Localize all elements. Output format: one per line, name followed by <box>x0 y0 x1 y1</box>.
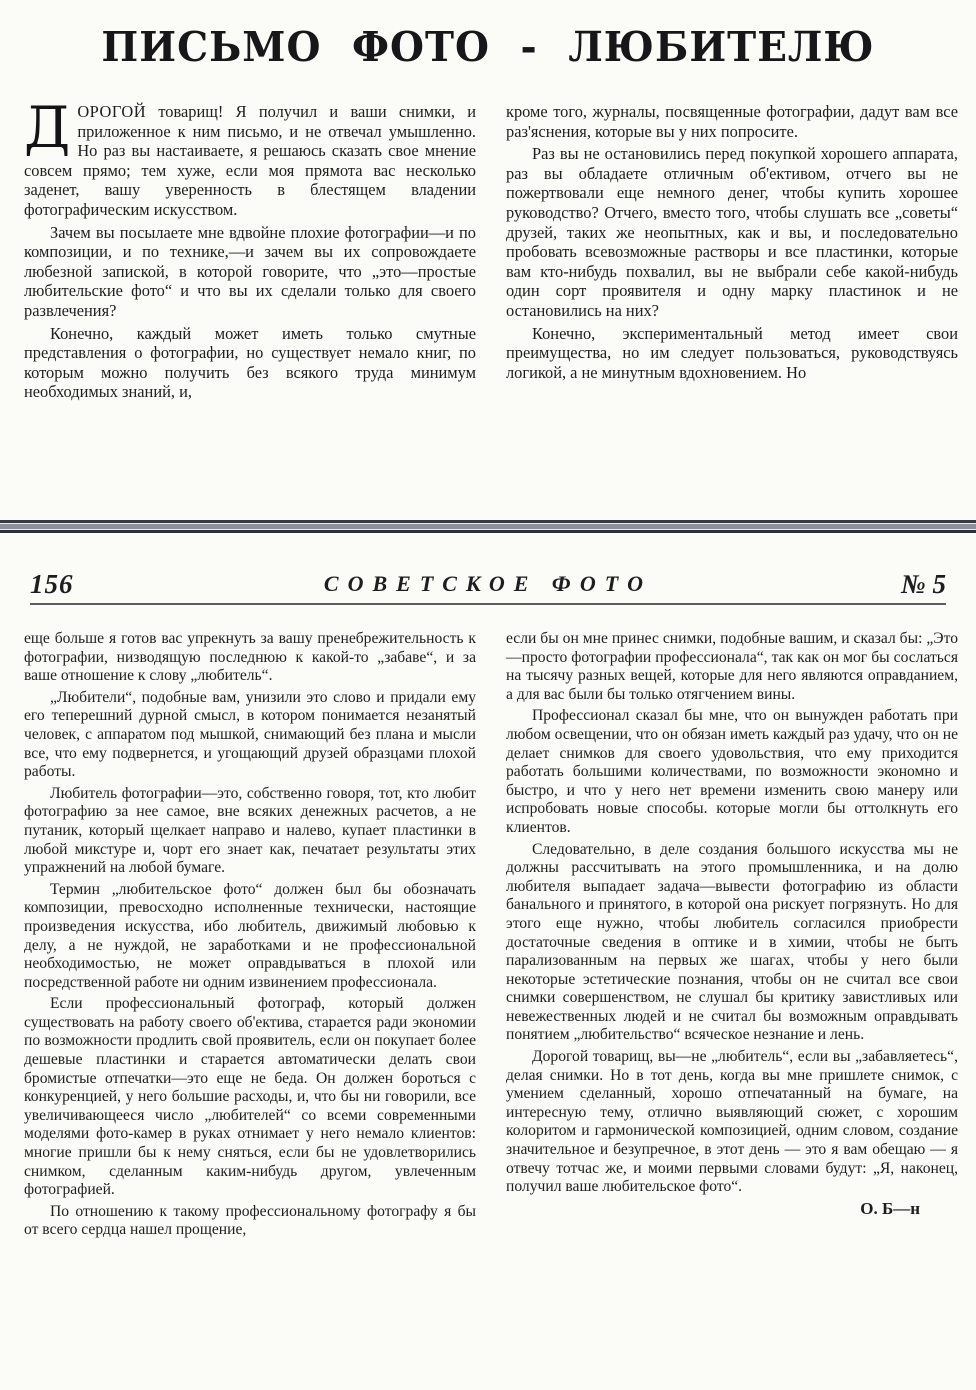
paragraph: если бы он мне принес снимки, подобные вашим, и сказал бы: „Это—просто фотографии профессионала“, так как он мог бы сослаться на тысячу разных вещей, которые для него являются оправданием, а для вас были бы только отягчением вины. <box>506 630 958 703</box>
top-right-column <box>506 102 958 402</box>
running-header <box>30 558 946 605</box>
section-divider <box>0 520 976 533</box>
paragraph: По отношению к такому профессиональному фотографу я бы от всего сердца нашел прощение, <box>24 1202 476 1239</box>
paragraph: „Любители“, подобные вам, унизили это слово и придали ему его теперешний дурной смысл, в котором понимается незанятый человек, с аппаратом под мышкой, снимающий без плана и мысли все, что ему подвернется, и угощающий друзей образцами плохой работы. <box>24 688 476 781</box>
article-title: ПИСЬМО ФОТО - ЛЮБИТЕЛЮ <box>101 22 875 72</box>
top-left-column <box>24 95 476 402</box>
paragraph: Дорогой товарищ, вы—не „любитель“, если вы „забавляетесь“, делая снимки. Но в тот день, когда вы мне пришлете снимок, с умением сделанный, хорошо отпечатанный на бумаге, на интересную тему, отлично выявляющий сюжет, с хорошим колоритом и гармонической композицией, одним словом, создание значительное и безупречное, в этот день — это я вам обещаю — я отвечу тотчас же, и моими первыми словами будут: „Я, наконец, получил ваше любительское фото“. <box>506 1048 958 1196</box>
bottom-right-column <box>506 630 958 1240</box>
bottom-left-column <box>24 630 476 1240</box>
paragraph: Конечно, экспериментальный метод имеет свои преимущества, но им следует пользоваться, руководствуясь логикой, а не минутным вдохновением. Но <box>506 323 958 382</box>
paragraph: Термин „любительское фото“ должен был бы обозначать композиции, превосходно исполненные технически, настоящие произведения искусства, ибо любитель, движимый любовью к делу, а не нуждой, не заработками и не профессиональной необходимостью, не может оправдываться в плохой или посредственной работе ни одним извинением профессионала. <box>24 880 476 991</box>
paragraph: Профессионал сказал бы мне, что он вынужден работать при любом освещении, что он обязан иметь каждый раз удачу, что он не делает снимков для своего удовольствия, что ему приходится работать большими количествами, по возможности экономно и быстро, и что у него нет времени изменить свою манеру или испробовать новые способы. которые могли бы оттолкнуть его клиентов. <box>506 707 958 836</box>
paragraph: Следовательно, в деле создания большого искусства мы не должны рассчитывать на этого промышленника, и на долю любителя выпадает задача—вывести фотографию из области банального и принятого, в которой она рискует погрязнуть. Но для этого еще нужно, чтобы любитель согласился приобрести достаточные сведения в оптике и в химии, чтобы не быть парализованным на первых же шагах, чтобы у него были некоторые эстетические познания, чтобы он не считал все свои снимки совершенством, не слушал бы критику завистливых или невежественных людей и не считал бы возможным оправдывать понятием „любительство“ всяческое незнание и лень. <box>506 840 958 1044</box>
paragraph: Раз вы не остановились перед покупкой хорошего аппарата, раз вы обладаете отличным об'ективом, отчего вы не пожертвовали еще немного денег, чтобы купить хорошее руководство? Отчего, вместо того, чтобы слушать все „советы“ друзей, таких же неопытных, как и вы, и последовательно пробовать всевозможные растворы и все пластинки, которые вам кто-нибудь похвалил, вы не выбрали себе какой-нибудь один сорт проявителя и одну марку пластинок и не остановились на них? <box>506 144 958 320</box>
paragraph: Если профессиональный фотограф, который должен существовать на работу своего об'ектива, старается ради экономии по возможности продлить свой проявитель, если он покупает более дешевые пластинки и старается автоматически делать свои бромистые отпечатки—это еще не беда. Он должен бороться с конкуренцией, у него большие расходы, и, что бы ни говорили, все увеличивающееся число „любителей“ со всеми современными моделями фото-камер в руках отнимает у него немало клиентов: многие пришли бы к нему сняться, если бы не удовлетворились снимком, сделанным каким-нибудь другом, увлеченным фотографией. <box>24 995 476 1199</box>
magazine-title: СОВЕТСКОЕ ФОТО <box>323 571 653 596</box>
issue-number: № 5 <box>901 569 946 599</box>
paragraph: еще больше я готов вас упрекнуть за вашу пренебрежительность к фотографии, низводящую последнюю к какой-то „забаве“, и за ваше отношение к слову „любитель“. <box>24 630 476 685</box>
page-number: 156 <box>30 569 74 599</box>
opening-paragraph <box>24 95 476 220</box>
drop-cap: Д <box>24 95 71 161</box>
paragraph: Любитель фотографии—это, собственно говоря, тот, кто любит фотографию за нее самое, вне всяких денежных расчетов, а не путаник, который щелкает направо и налево, купает пластинки в любой микстуре и, чорт его знает как, печатает результаты этих упражнений на любой бумаге. <box>24 784 476 877</box>
paragraph: кроме того, журналы, посвященные фотографии, дадут вам все раз'яснения, которые вы у них попросите. <box>506 102 958 141</box>
paragraph-text: товарищ! Я получил и ваши снимки, и приложенное к ним письмо, и не отвечал умышленно. Но раз вы настаиваете, я решаюсь сказать свое мнение совсем прямо; тем хуже, если моя прямота вас несколько заденет, вашу уверенность в блестящем владении фотографическим искусством. <box>24 102 476 219</box>
author-signature: О. Б—н <box>860 1198 920 1218</box>
paragraph: Конечно, каждый может иметь только смутные представления о фотографии, но существует немало книг, по которым можно получить без всякого труда минимум необходимых знаний, и, <box>24 323 476 402</box>
bottom-section <box>24 630 958 1240</box>
top-section <box>24 95 958 402</box>
lead-word-caps: ОРОГОЙ <box>77 102 147 121</box>
paragraph: Зачем вы посылаете мне вдвойне плохие фотографии—и по композиции, и по технике,—и зачем вы их сопровождаете любезной запиской, в которой говорите, что „это—простые любительские фото“ и что вы их сделали только для своего развлечения? <box>24 222 476 320</box>
